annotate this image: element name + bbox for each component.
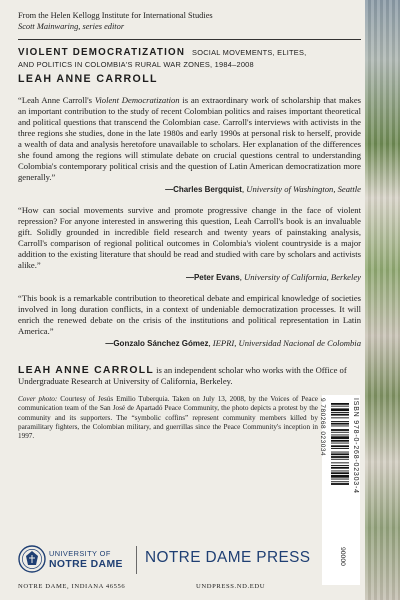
book-title: VIOLENT DEMOCRATIZATION [18,47,186,58]
endorser-name: —Gonzalo Sánchez Gómez [105,339,209,348]
book-author: LEAH ANNE CARROLL [18,73,158,85]
endorsement-text: “How can social movements survive and promote progressive change in the face of violent repression? For anyone interested in answering this question, Leah Carroll's book is an invaluable gift. Solidly grounded in incredible field research and twenty years of painstaking analysis, Carroll's comparison of regional political outcomes in Colombia's violent countryside is a major addition to the existing literature that should be read and studied with care by scholars and activists alike.” [18,205,361,270]
barcode-price-code: 90000 [339,547,346,566]
photo-credit-text: Courtesy of Jesús Emilio Tuberquia. Taken on July 13, 2008, by the Voices of Peace communication team of the San José de Apartadó Peace Community, the photo depicts a protest by the community and its supporters. The “symbolic coffins” represent community members killed by paramilitary fighters, the Colombian military, and guerrillas since the Peace Community's inception in 1997. [18,395,318,441]
endorsement-3 [18,293,361,349]
press-name: NOTRE DAME PRESS [145,549,311,566]
publisher-website: UNDPRESS.ND.EDU [196,583,266,590]
endorser-institution: IEPRI, Universidad Nacional de Colombia [212,338,361,348]
endorser-name: —Peter Evans [185,273,240,282]
isbn-text: ISBN 978-0-268-02303-4 [352,398,359,494]
barcode-digits: 9 780268 023034 [319,398,326,457]
bio-author-name: LEAH ANNE CARROLL [18,365,155,376]
barcode [319,395,360,585]
university-wordmark [49,548,123,570]
endorsement-book-title: Violent Democratization [94,95,180,105]
author-bio [18,365,361,387]
endorsement-text: is an extraordinary work of scholarship that makes an important contribution to the study of recent Colombian politics and raises important theoretical and political questions that transcend the Colombian case. Carroll's interviews with activists in the three regions she studies, done in the late 1980s and early 1990s at personal risk to herself, provide a wealth of data and analysis heretofore unavailable to scholars. Her explanation of the differences she found among the regions will stimulate debate on crucial questions central to understanding Colombia's contemporary political crisis and the question of Latin American democratization more generally.” [18,95,362,182]
endorsement-attribution: —Charles Bergquist, University of Washington, Seattle [165,184,361,194]
logo-divider [136,546,137,574]
back-cover-text [18,10,361,441]
cover-photo-strip [365,0,400,600]
divider-rule [18,39,361,40]
endorsement-2 [18,205,361,283]
university-seal-icon [18,545,46,573]
publisher-block [18,545,318,579]
endorsement-attribution: —Peter Evans, University of California, Berkeley [185,272,361,282]
endorser-name: —Charles Bergquist [165,185,242,194]
title-block [18,47,361,85]
bio-text: is an independent scholar who works with the Office of Undergraduate Research at University of California, Berkeley. [18,365,347,386]
endorser-institution: University of Washington, Seattle [246,184,361,194]
photo-credit [18,395,318,441]
univ-line1: UNIVERSITY OF [49,549,111,558]
endorsement-lead: “Leah Anne Carroll's [18,95,95,105]
book-subtitle-part2: AND POLITICS IN COLOMBIA'S RURAL WAR ZONES, 1984–2008 [18,60,254,69]
series-institute: From the Helen Kellogg Institute for International Studies [18,11,213,20]
photo-credit-label: Cover photo: [18,395,58,403]
series-editor: Scott Mainwaring, series editor [18,22,125,31]
endorsement-text: “This book is a remarkable contribution to theoretical debate and empirical knowledge of societies involved in long duration conflicts, in a context of undeniable democratization processes. It will enrich the renewed debate on the crisis of the institutions and political representation in Latin America.” [18,293,361,336]
book-subtitle-part1: SOCIAL MOVEMENTS, ELITES, [192,48,307,57]
univ-line2: NOTRE DAME [49,559,123,570]
publisher-address: NOTRE DAME, INDIANA 46556 [18,583,126,590]
endorsement-attribution: —Gonzalo Sánchez Gómez, IEPRI, Universidad Nacional de Colombia [105,338,361,348]
endorser-institution: University of California, Berkeley [244,272,361,282]
endorsement-1 [18,95,361,195]
university-logo [18,545,130,575]
series-note [18,10,361,32]
